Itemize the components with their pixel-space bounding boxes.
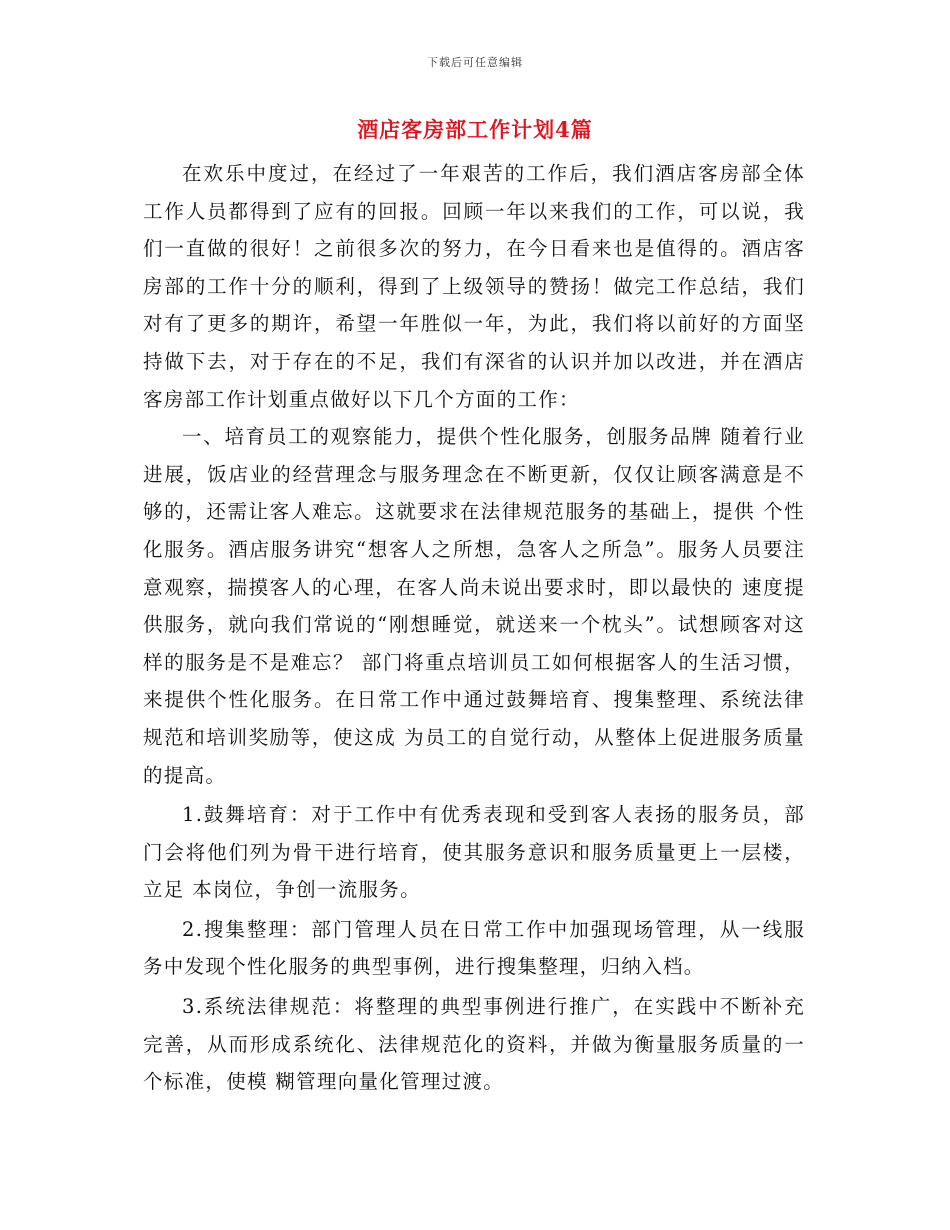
paragraph-item-3: 3.系统法律规范：将整理的典型事例进行推广，在实践中不断补充完善，从而形成系统化、法律规范化的资料，并做为衡量服务质量的一个标准，使模 糊管理向量化管理过渡。 (143, 995, 805, 1094)
paragraph-item-2: 2.搜集整理：部门管理人员在日常工作中加强现场管理，从一线服务中发现个性化服务的典型事例，进行搜集整理，归纳入档。 (143, 917, 805, 979)
paragraph-intro: 在欢乐中度过，在经过了一年艰苦的工作后，我们酒店客房部全体工作人员都得到了应有的回报。回顾一年以来我们的工作，可以说，我们一直做的很好！之前很多次的努力，在今日看来也是值得的。酒店客房部的工作十分的顺利，得到了上级领导的赞扬！做完工作总结，我们对有了更多的期许，希望一年胜似一年，为此，我们将以前好的方面坚持做下去，对于存在的不足，我们有深省的认识并加以改进，并在酒店客房部工作计划重点做好以下几个方面的工作： (143, 162, 805, 411)
document-title: 酒店客房部工作计划4篇 (357, 117, 593, 142)
header-note: 下载后可任意编辑 (427, 56, 523, 69)
paragraph-section-one: 一、培育员工的观察能力，提供个性化服务，创服务品牌 随着行业进展，饭店业的经营理念与服务理念在不断更新，仅仅让顾客满意是不够的，还需让客人难忘。这就要求在法律规范服务的基础上，提供 个性化服务。酒店服务讲究“想客人之所想，急客人之所急”。服务人员要注意观察，揣摸客人的心理，在客人尚未说出要求时，即以最快的 速度提供服务，就向我们常说的“刚想睡觉，就送来一个枕头”。试想顾客对这样的服务是不是难忘？ 部门将重点培训员工如何根据客人的生活习惯，来提供个性化服务。在日常工作中通过鼓舞培育、搜集整理、系统法律规范和培训奖励等，使这成 为员工的自觉行动，从整体上促进服务质量的提高。 (143, 425, 805, 787)
document-body (143, 155, 805, 1101)
paragraph-item-1: 1.鼓舞培育：对于工作中有优秀表现和受到客人表扬的服务员，部门会将他们列为骨干进行培育，使其服务意识和服务质量更上一层楼，立足 本岗位，争创一流服务。 (143, 803, 805, 902)
